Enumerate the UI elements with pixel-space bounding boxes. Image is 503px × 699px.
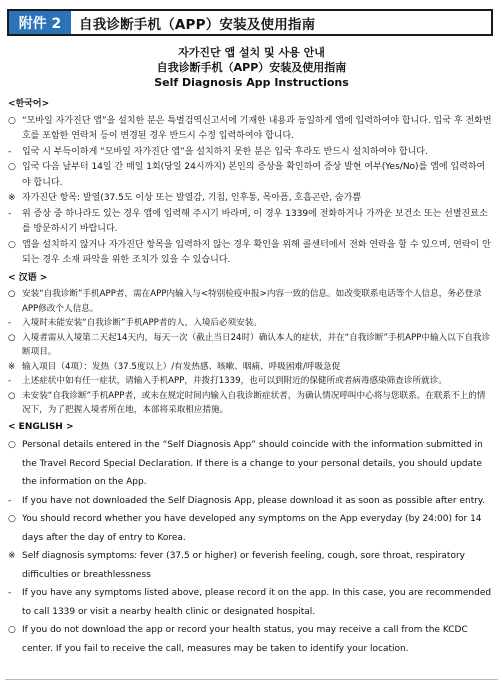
- bullet-mark: ※: [8, 551, 16, 561]
- item-text: 위 증상 중 하나라도 있는 경우 앱에 입력해 주시기 바라며, 이 경우 1339에 전화하거나 가까운 보건소 또는 선별진료소를 방문하시기 바랍니다.: [22, 208, 488, 234]
- item-text: If you have any symptoms listed above, please record it on the app. In this case, you are recommended to call 1339 or visit a nearby health clinic or designated hospital.: [22, 588, 492, 617]
- list-item: [8, 316, 493, 331]
- section-heading-english: < ENGLISH >: [8, 421, 74, 432]
- annex-title: 自我诊断手机（APP）安装及使用指南: [79, 16, 316, 33]
- bullet-mark: -: [8, 588, 12, 598]
- bullet-mark: ○: [8, 625, 16, 635]
- item-text: 上述症状中如有任一症状，请输入手机APP，并拨打1339，也可以到附近的保健所或者病毒感染筛查诊所就诊。: [22, 376, 447, 386]
- item-text: 输入项目（4项）：发热（37.5度以上）/有发热感、咳嗽、咽痛、呼吸困难/呼吸急促: [22, 361, 341, 372]
- title-korean: 자가진단 앱 설치 및 사용 안내: [178, 46, 325, 59]
- bullet-mark: ○: [8, 514, 16, 524]
- list-item: [8, 510, 493, 547]
- item-text: Personal details entered in the “Self Diagnosis App” should coincide with the information submitted in the Travel Record Special Declaration. If there is a change to your personal details, you should update the information on the App.: [22, 440, 483, 487]
- bullet-mark: ○: [8, 162, 16, 172]
- list-item: [8, 621, 493, 658]
- list-item: [8, 374, 493, 389]
- bullet-mark: -: [8, 146, 12, 157]
- page-divider: [5, 679, 498, 680]
- item-text: “모바일 자가진단 앱”을 설치한 분은 특별검역신고서에 기재한 내용과 동일하게 앱에 입력하여야 합니다. 입국 후 전화번호를 포함한 연락처 등이 변경된 경우 반드시 수정 입력하여야 합니다.: [22, 115, 492, 141]
- list-item: [8, 389, 493, 418]
- bullet-mark: ○: [8, 440, 16, 450]
- bullet-mark: -: [8, 318, 12, 328]
- list-item: [8, 114, 493, 145]
- list-item: [8, 360, 493, 375]
- item-text: 未安装“自我诊断”手机APP者，或未在规定时间内输入自我诊断症状者，为确认情况呼叫中心将与您联系。在联系不上的情况下，为了把握入境者所在地，本部将采取相应措施。: [22, 390, 486, 415]
- annex-badge: 附件 2: [9, 11, 71, 34]
- item-text: 入境者需从入境第二天起14天内，每天一次（截止当日24时）确认本人的症状，并在“自我诊断”手机APP中输入以下自我诊断项目。: [22, 332, 491, 357]
- chinese-list: [8, 287, 493, 418]
- list-item: [8, 145, 493, 161]
- title-english: Self Diagnosis App Instructions: [154, 76, 349, 89]
- item-text: If you have not downloaded the Self Diagnosis App, please download it as soon as possible after entry.: [22, 495, 485, 506]
- title-chinese: 自我诊断手机（APP）安装及使用指南: [156, 61, 347, 74]
- bullet-mark: ※: [8, 361, 16, 372]
- list-item: [8, 584, 493, 621]
- bullet-mark: ○: [8, 115, 16, 126]
- list-item: [8, 238, 493, 269]
- document-titles: [0, 45, 503, 90]
- bullet-mark: ○: [8, 332, 16, 343]
- korean-list: [8, 114, 493, 269]
- annex-header: [7, 9, 493, 36]
- item-text: If you do not download the app or record your health status, you may receive a call from the KCDC center. If you fail to receive the call, measures may be taken to identify your location.: [22, 625, 468, 654]
- item-text: 입국 시 부득이하게 “모바일 자가진단 앱”을 설치하지 못한 분은 입국 후라도 반드시 설치하여야 합니다.: [22, 146, 428, 157]
- english-list: [8, 436, 493, 658]
- item-text: 安装“自我诊断”手机APP者，需在APP内输入与<特别检疫申报>内容一致的信息。如改变联系电话等个人信息，务必登录APP修改个人信息。: [22, 289, 482, 314]
- item-text: 앱을 설치하지 않거나 자가진단 항목을 입력하지 않는 경우 확인을 위해 콜센터에서 전화 연락을 할 수 있으며, 연락이 안되는 경우 소재 파악을 위한 조치가 있을 수 있습니다.: [22, 239, 491, 265]
- list-item: [8, 160, 493, 191]
- list-item: [8, 436, 493, 492]
- item-text: You should record whether you have developed any symptoms on the App everyday (by 24:00) for 14 days after the day of entry to Korea.: [22, 514, 482, 543]
- list-item: [8, 207, 493, 238]
- bullet-mark: -: [8, 208, 12, 219]
- item-text: 자가진단 항목: 발열(37.5도 이상 또는 발열감, 기침, 인후통, 목아픔, 호흡곤란, 숨가쁨: [22, 193, 362, 203]
- list-item: [8, 492, 493, 511]
- bullet-mark: ○: [8, 239, 16, 250]
- item-text: 입국 다음 날부터 14일 간 매일 1회(당일 24시까지) 본인의 증상을 확인하여 증상 발현 여부(Yes/No)를 앱에 입력하여야 합니다.: [22, 162, 486, 188]
- list-item: [8, 191, 493, 207]
- item-text: 入境时未能安装“自我诊断”手机APP者的人，入境后必须安装。: [22, 318, 262, 328]
- section-heading-korean: <한국어>: [8, 99, 50, 109]
- list-item: [8, 547, 493, 584]
- list-item: [8, 287, 493, 316]
- bullet-mark: ※: [8, 193, 16, 203]
- bullet-mark: -: [8, 495, 12, 506]
- list-item: [8, 331, 493, 360]
- bullet-mark: -: [8, 376, 12, 386]
- item-text: Self diagnosis symptoms: fever (37.5 or higher) or feverish feeling, cough, sore throat, respiratory difficulties or breathlessness: [22, 551, 465, 580]
- instructions-body: [8, 95, 493, 658]
- bullet-mark: ○: [8, 289, 16, 299]
- bullet-mark: ○: [8, 390, 16, 401]
- section-heading-chinese: < 汉语 >: [8, 272, 48, 283]
